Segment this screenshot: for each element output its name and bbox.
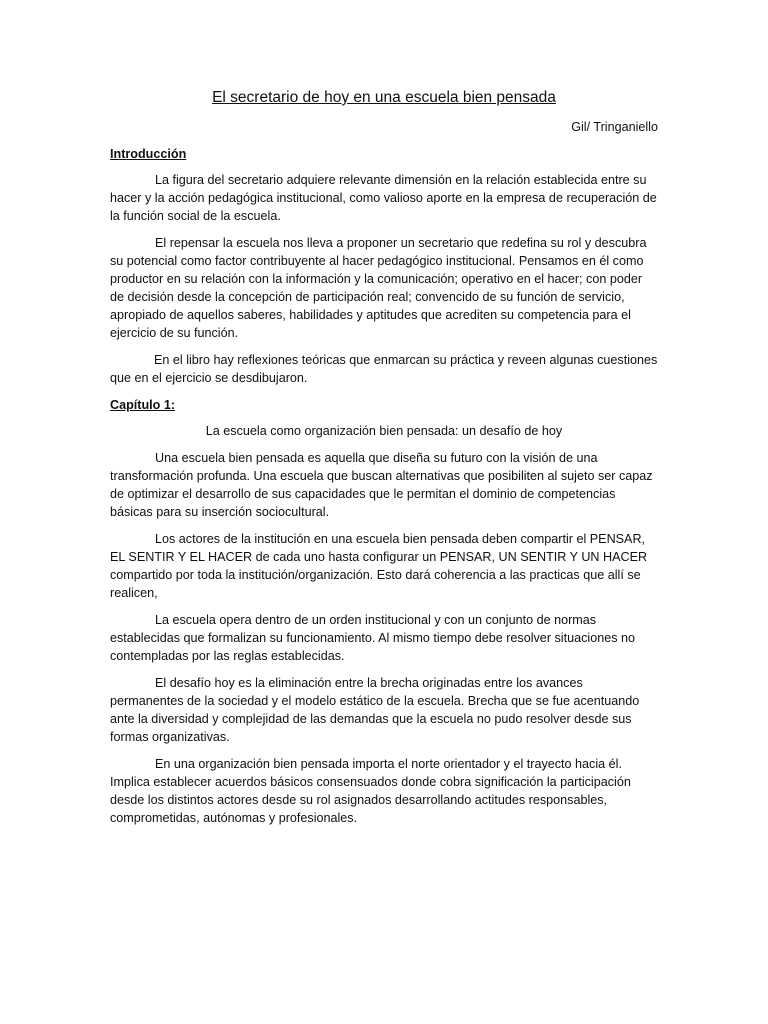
chapter-paragraph-1: Una escuela bien pensada es aquella que diseña su futuro con la visión de una transformación profunda. Una escuela que buscan alternativas que posibiliten al sujeto ser capaz de optimizar el desarrollo de sus capacidades que le permitan el dominio de competencias básicas para su inserción sociocultural. xyxy=(110,451,653,519)
document-author: Gil/ Tringaniello xyxy=(571,120,658,134)
chapter-paragraph-5: En una organización bien pensada importa el norte orientador y el trayecto hacia él. Implica establecer acuerdos básicos consensuados donde cobra significación la participación desde los distintos actores desde su rol asignados desarrollando actitudes responsables, comprometidas, autónomas y profesionales. xyxy=(110,757,631,825)
chapter-paragraph-4: El desafío hoy es la eliminación entre la brecha originadas entre los avances permanentes de la sociedad y el modelo estático de la escuela. Brecha que se fue acentuando ante la diversidad y complejidad de las demandas que la escuela no pudo resolver desde sus formas organizativas. xyxy=(110,676,640,744)
document-title: El secretario de hoy en una escuela bien pensada xyxy=(212,89,556,106)
intro-paragraph-1: La figura del secretario adquiere relevante dimensión en la relación establecida entre su hacer y la acción pedagógica institucional, como valioso aporte en la empresa de recuperación de la función social de la escuela. xyxy=(110,173,657,223)
chapter-paragraph-2: Los actores de la institución en una escuela bien pensada deben compartir el PENSAR, EL SENTIR Y EL HACER de cada uno hasta configurar un PENSAR, UN SENTIR Y UN HACER compartido por toda la institución/organización. Esto dará coherencia a las practicas que allí se realicen, xyxy=(110,532,648,600)
chapter-heading: Capítulo 1: xyxy=(110,398,176,412)
intro-paragraph-3: En el libro hay reflexiones teóricas que enmarcan su práctica y reveen algunas cuestiones que en el ejercicio se desdibujaron. xyxy=(110,353,658,385)
chapter-paragraph-3: La escuela opera dentro de un orden institucional y con un conjunto de normas establecidas que formalizan su funcionamiento. Al mismo tiempo debe resolver situaciones no contempladas por las reglas establecidas. xyxy=(110,613,636,663)
intro-paragraph-2: El repensar la escuela nos lleva a proponer un secretario que redefina su rol y descubra su potencial como factor contribuyente al hacer pedagógico institucional. Pensamos en él como productor en su relación con la información y la comunicación; operativo en el hacer; con poder de decisión desde la concepción de participación real; convencido de su función de servicio, apropiado de aquellos saberes, habilidades y aptitudes que acrediten su competencia para el ejercicio de su función. xyxy=(110,236,647,340)
chapter-subtitle: La escuela como organización bien pensada: un desafío de hoy xyxy=(205,424,563,438)
intro-heading: Introducción xyxy=(110,147,187,161)
document-body xyxy=(110,88,658,836)
